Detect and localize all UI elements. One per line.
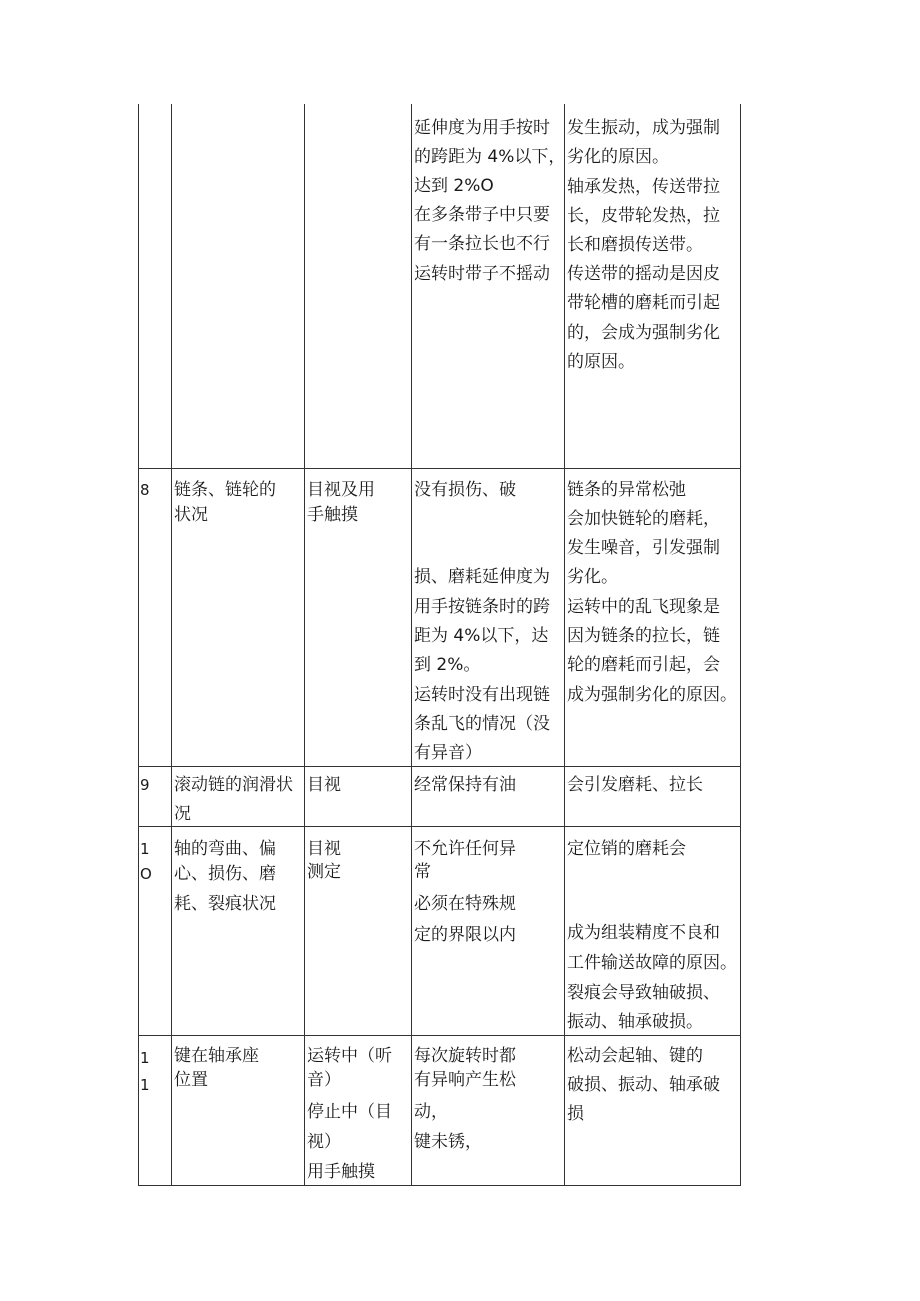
criteria-text: 经常保持有油 [414,775,516,795]
table-border-left [138,104,139,1186]
consequence-text: 裂痕会导致轴破损、 [567,983,720,1003]
criteria-text: 达到 2%O [414,176,494,196]
column-divider-criteria [564,104,565,1186]
criteria-text: 动， [414,1102,448,1122]
consequence-text: 会引发磨耗、拉长 [567,775,703,795]
criteria-text: 常 [414,862,431,882]
method-text: 视） [307,1132,341,1152]
criteria-text: 有异响产生松 [414,1070,516,1090]
method-text: 测定 [307,862,341,882]
consequence-text: 轮的磨耗而引起，会 [567,655,720,675]
consequence-text: 发生噪音，引发强制 [567,538,720,558]
criteria-text: 的跨距为 4%以下， [414,147,566,167]
consequence-text: 发生振动，成为强制 [567,118,720,138]
criteria-text: 运转时没有出现链 [414,685,550,705]
table-border-right [740,104,741,1186]
item-text: 状况 [174,505,208,525]
consequence-text: 长和磨损传送带。 [567,235,703,255]
consequence-text: 工件输送故障的原因。 [567,953,737,973]
item-text: 轴的弯曲、偏 [174,839,276,859]
consequence-text: 链条的异常松弛 [567,480,686,500]
item-text: 位置 [174,1070,208,1090]
table-border-bottom [138,1185,741,1186]
consequence-text: 损 [567,1104,584,1124]
method-text: 停止中（目 [307,1102,392,1122]
consequence-text: 会加快链轮的磨耗， [567,509,720,529]
method-text: 目视 [307,839,341,859]
row-number: O [140,865,152,883]
consequence-text: 成为组装精度不良和 [567,923,720,943]
consequence-text: 的原因。 [567,352,635,372]
criteria-text: 没有损伤、破 [414,480,516,500]
consequence-text: 的，会成为强制劣化 [567,323,720,343]
method-text: 目视 [307,775,341,795]
method-text: 音） [307,1070,341,1090]
criteria-text: 有异音） [414,743,482,763]
consequence-text: 劣化的原因。 [567,147,669,167]
consequence-text: 破损、振动、轴承破 [567,1075,720,1095]
consequence-text: 轴承发热，传送带拉 [567,177,720,197]
criteria-text: 在多条带子中只要 [414,205,550,225]
criteria-text: 不允许任何异 [414,839,516,859]
criteria-text: 必须在特殊规 [414,894,516,914]
consequence-text: 松动会起轴、键的 [567,1046,703,1066]
criteria-text: 到 2%。 [414,655,481,675]
criteria-text: 延伸度为用手按时 [414,118,550,138]
method-text: 手触摸 [307,505,358,525]
consequence-text: 劣化。 [567,567,618,587]
item-text: 键在轴承座 [174,1046,259,1066]
column-divider-method [411,104,412,1186]
column-divider-item [304,104,305,1186]
consequence-text: 运转中的乱飞现象是 [567,597,720,617]
row-number: 1 [140,840,150,858]
item-text: 耗、裂痕状况 [174,894,276,914]
consequence-text: 成为强制劣化的原因。 [567,685,737,705]
criteria-text: 运转时带子不摇动 [414,264,550,284]
column-divider-no [171,104,172,1186]
method-text: 目视及用 [307,480,375,500]
criteria-text: 用手按链条时的跨 [414,597,550,617]
criteria-text: 损、磨耗延伸度为 [414,567,550,587]
item-text: 滚动链的润滑状 [174,775,293,795]
item-text: 况 [174,804,191,824]
consequence-text: 传送带的摇动是因皮 [567,264,720,284]
criteria-text: 条乱飞的情况（没 [414,714,550,734]
method-text: 用手触摸 [307,1162,375,1182]
criteria-text: 键未锈， [414,1132,482,1152]
item-text: 心、损伤、磨 [174,864,276,884]
consequence-text: 因为链条的拉长，链 [567,626,720,646]
item-text: 链条、链轮的 [174,480,276,500]
consequence-text: 带轮槽的磨耗而引起 [567,293,720,313]
criteria-text: 有一条拉长也不行 [414,234,550,254]
row-number: 1 [140,1049,150,1067]
consequence-text: 定位销的磨耗会 [567,839,686,859]
consequence-text: 振动、轴承破损。 [567,1012,703,1032]
row-number: 8 [140,481,150,499]
row-number: 1 [140,1076,150,1094]
row-divider [138,468,741,469]
row-number: 9 [140,776,150,794]
consequence-text: 长，皮带轮发热，拉 [567,206,720,226]
row-divider [138,826,741,827]
criteria-text: 定的界限以内 [414,925,516,945]
criteria-text: 每次旋转时都 [414,1046,516,1066]
method-text: 运转中（听 [307,1046,392,1066]
criteria-text: 距为 4%以下，达 [414,626,549,646]
